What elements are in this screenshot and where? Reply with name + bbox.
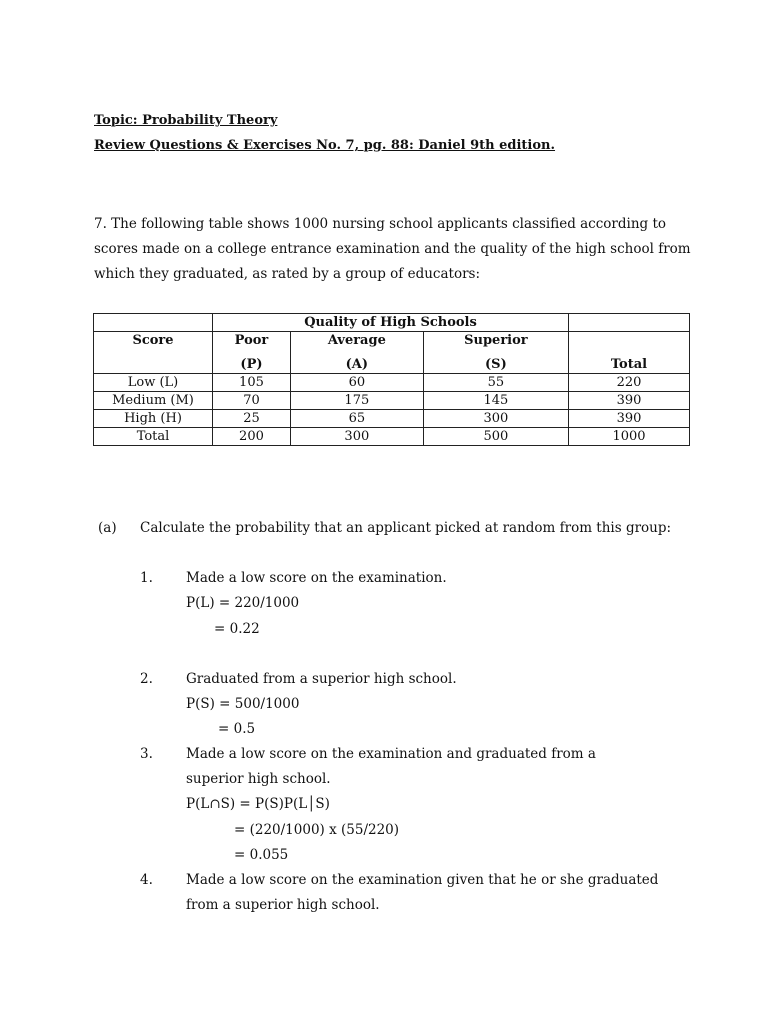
- item-number: 1.: [140, 570, 153, 586]
- row-label: Low (L): [94, 374, 213, 392]
- table-cell: 25: [213, 410, 291, 428]
- table-cell: 300: [290, 428, 423, 446]
- item-number: 4.: [140, 872, 153, 888]
- topic-heading: Topic: Probability Theory: [94, 113, 278, 128]
- row-label: Medium (M): [94, 392, 213, 410]
- table-row: [94, 392, 690, 410]
- contingency-table: [93, 313, 690, 446]
- item-text: Graduated from a superior high school.: [186, 671, 457, 687]
- table-cell: 55: [423, 374, 568, 392]
- table-cell: 300: [423, 410, 568, 428]
- question-label: (a): [98, 520, 117, 536]
- equation-line: = 0.055: [234, 847, 289, 863]
- equation-line: = 0.22: [214, 621, 260, 637]
- table-row: [94, 410, 690, 428]
- table-cell: 390: [569, 392, 690, 410]
- table-group-header: Quality of High Schools: [213, 314, 569, 332]
- column-header-total: Total: [569, 332, 690, 374]
- reference-heading: Review Questions & Exercises No. 7, pg. 88: Daniel 9th edition.: [94, 138, 556, 153]
- table-row-total: [94, 428, 690, 446]
- column-header-poor: Poor (P): [213, 332, 291, 374]
- table-cell: 105: [213, 374, 291, 392]
- row-label: Total: [94, 428, 213, 446]
- row-label: High (H): [94, 410, 213, 428]
- table-cell: 220: [569, 374, 690, 392]
- column-header-average: Average (A): [290, 332, 423, 374]
- table-corner-cell: [94, 314, 213, 332]
- item-text: Made a low score on the examination given that he or she graduated from a superior high school.: [186, 872, 659, 913]
- equation-line: P(L) = 220/1000: [186, 595, 300, 611]
- table-cell: 200: [213, 428, 291, 446]
- table-corner-cell-right: [569, 314, 690, 332]
- equation-line: = 0.5: [218, 721, 256, 737]
- table-cell: 500: [423, 428, 568, 446]
- item-text: Made a low score on the examination.: [186, 570, 447, 586]
- table-cell: 390: [569, 410, 690, 428]
- intro-paragraph: 7. The following table shows 1000 nursing school applicants classified according to scores made on a college entrance examination and the quality of the high school from which they graduated, as rated by a group of educators:: [94, 216, 691, 282]
- table-cell: 175: [290, 392, 423, 410]
- equation-line: = (220/1000) x (55/220): [234, 822, 400, 838]
- table-cell: 60: [290, 374, 423, 392]
- table-cell: 145: [423, 392, 568, 410]
- table-row: [94, 374, 690, 392]
- table-cell: 1000: [569, 428, 690, 446]
- question-text: Calculate the probability that an applicant picked at random from this group:: [140, 520, 672, 536]
- score-header: Score: [94, 332, 213, 374]
- item-number: 2.: [140, 671, 153, 687]
- equation-line: P(L∩S) = P(S)P(L│S): [186, 796, 330, 812]
- column-header-superior: Superior (S): [423, 332, 568, 374]
- table-cell: 70: [213, 392, 291, 410]
- item-text: Made a low score on the examination and graduated from a superior high school.: [186, 746, 596, 787]
- equation-line: P(S) = 500/1000: [186, 696, 300, 712]
- table-cell: 65: [290, 410, 423, 428]
- item-number: 3.: [140, 746, 153, 762]
